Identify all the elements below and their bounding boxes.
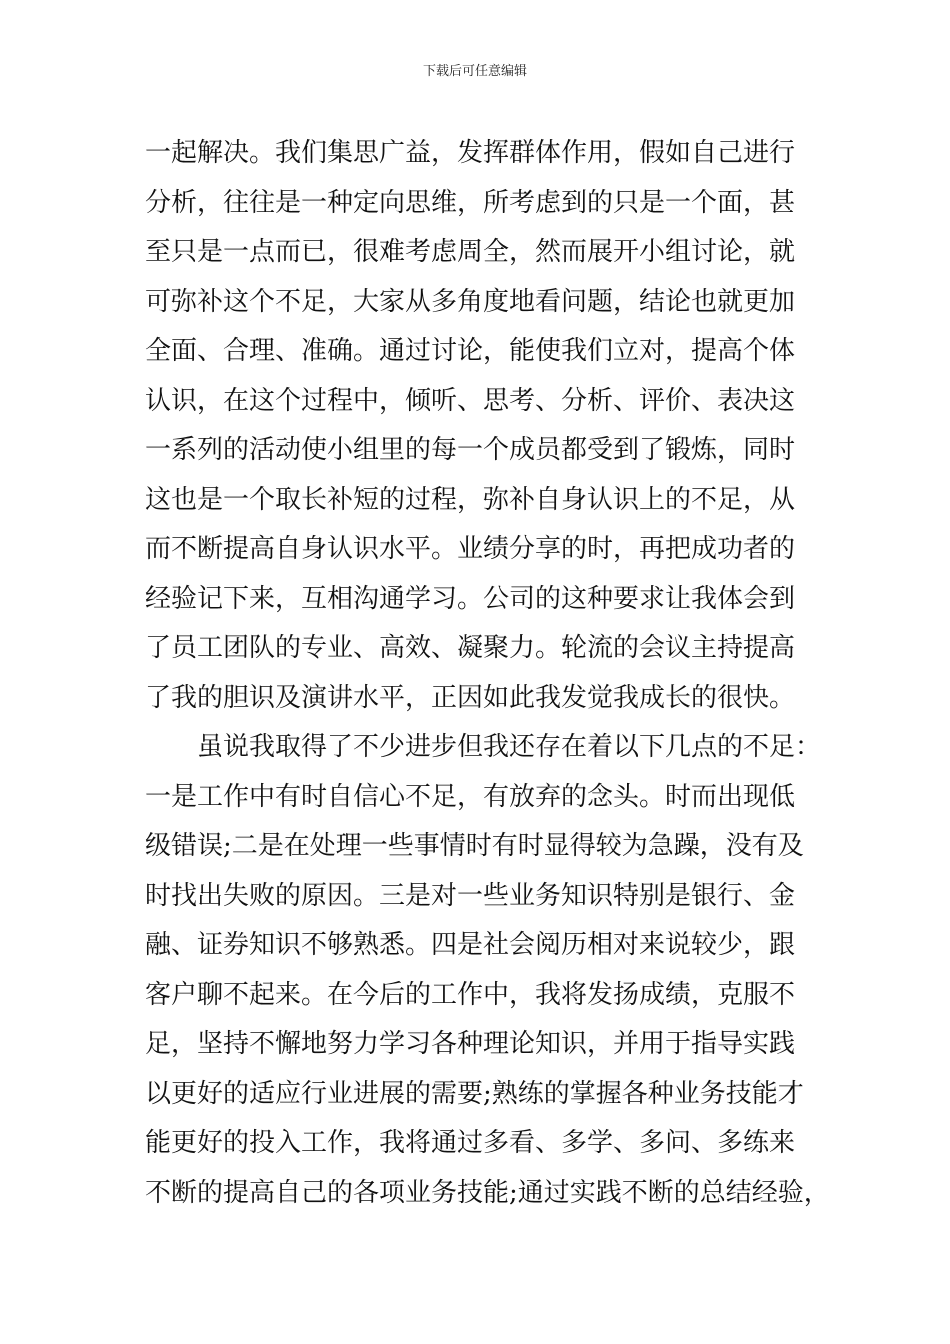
text-line: 这也是一个取长补短的过程，弥补自身认识上的不足，从 [145, 484, 796, 515]
text-line: 认识，在这个过程中，倾听、思考、分析、评价、表决这 [145, 385, 796, 416]
text-line: 至只是一点而已，很难考虑周全，然而展开小组讨论，就 [145, 237, 796, 267]
text-line: 一是工作中有时自信心不足，有放弃的念头。时而出现低 [145, 781, 796, 812]
text-line: 经验记下来，互相沟通学习。公司的这种要求让我体会到 [145, 583, 796, 614]
text-line: 以更好的适应行业进展的需要;熟练的掌握各种业务技能才 [145, 1078, 804, 1109]
text-line: 客户聊不起来。在今后的工作中，我将发扬成绩，克服不 [145, 979, 796, 1010]
text-line: 融、证券知识不够熟悉。四是社会阅历相对来说较少，跟 [145, 930, 796, 960]
paragraph-2 [145, 723, 830, 1218]
text-line: 能更好的投入工作，我将通过多看、多学、多问、多练来 [145, 1128, 796, 1158]
text-line: 不断的提高自己的各项业务技能;通过实践不断的总结经验， [145, 1177, 830, 1208]
text-line: 全面、合理、准确。通过讨论，能使我们立对，提高个体 [145, 336, 796, 366]
text-line: 了员工团队的专业、高效、凝聚力。轮流的会议主持提高 [145, 633, 796, 663]
page-header: 下载后可任意编辑 [422, 64, 527, 79]
text-line: 级错误;二是在处理一些事情时有时显得较为急躁，没有及 [145, 831, 804, 861]
text-line: 了我的胆识及演讲水平，正因如此我发觉我成长的很快。 [145, 682, 796, 713]
text-line: 一系列的活动使小组里的每一个成员都受到了锻炼，同时 [145, 435, 796, 465]
text-line: 分析，往往是一种定向思维，所考虑到的只是一个面，甚 [145, 187, 796, 218]
text-line: 可弥补这个不足，大家从多角度地看问题，结论也就更加 [145, 286, 796, 317]
text-line: 足，坚持不懈地努力学习各种理论知识，并用于指导实践 [145, 1029, 796, 1059]
document-body [145, 129, 830, 1218]
text-line: 虽说我取得了不少进步但我还存在着以下几点的不足： [197, 732, 822, 762]
text-line: 一起解决。我们集思广益，发挥群体作用，假如自己进行 [145, 138, 796, 168]
text-line: 时找出失败的原因。三是对一些业务知识特别是银行、金 [145, 880, 796, 911]
paragraph-1 [145, 129, 813, 723]
text-line: 而不断提高自身认识水平。业绩分享的时，再把成功者的 [145, 534, 796, 564]
